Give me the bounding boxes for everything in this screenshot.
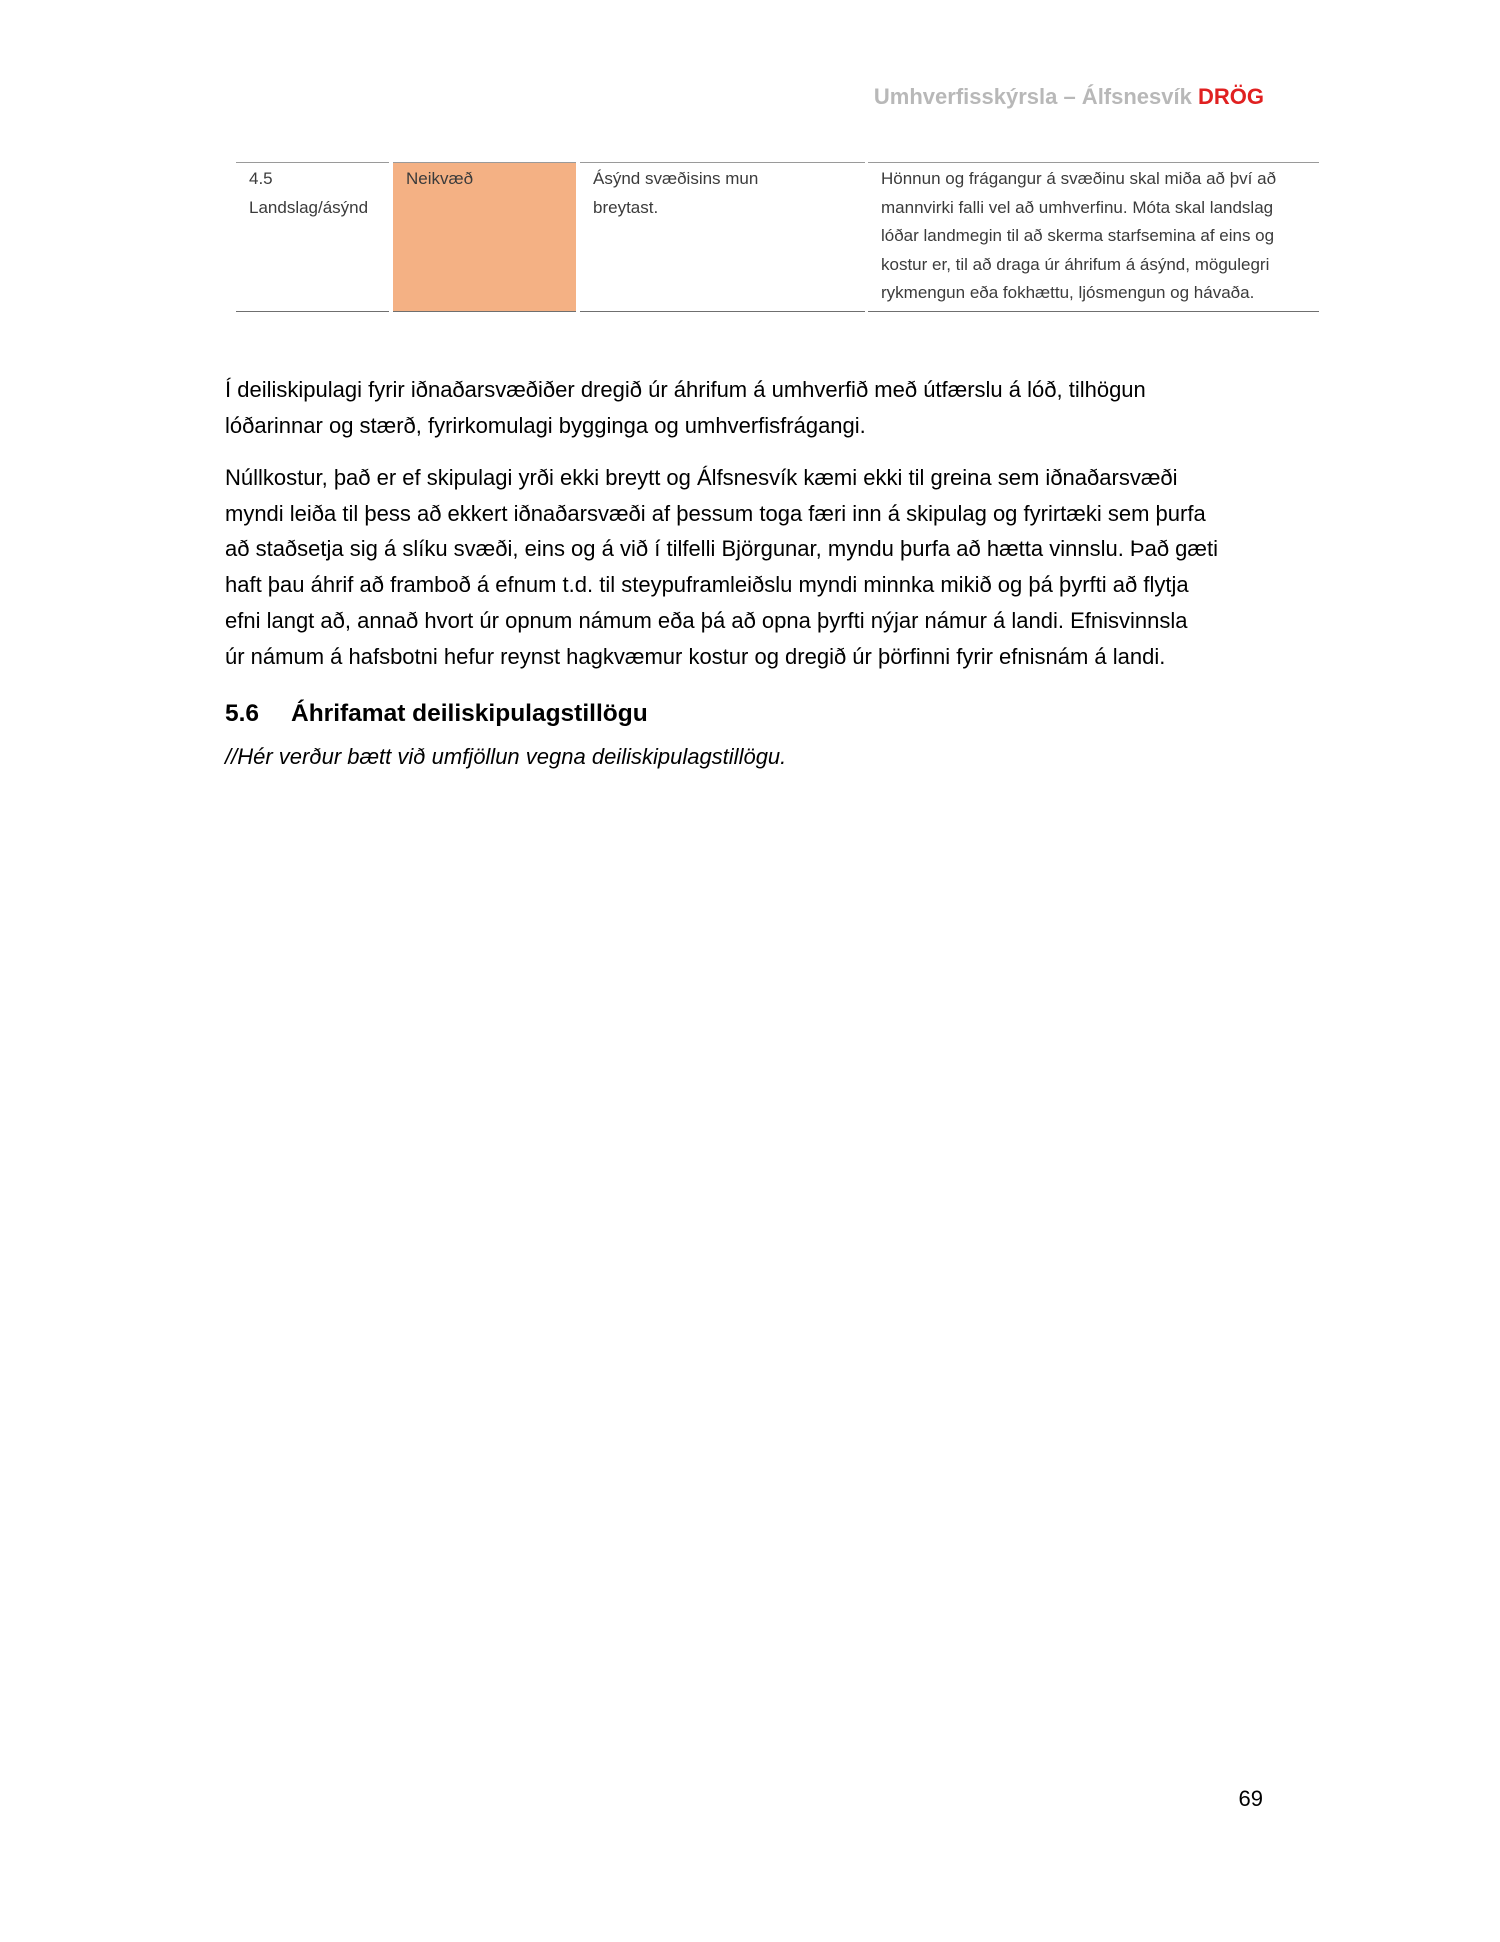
impact-table	[236, 162, 1319, 312]
topic-cell	[236, 163, 391, 312]
section-note: //Hér verður bætt við umfjöllun vegna deiliskipulagstillögu.	[225, 744, 787, 769]
effect-label: Neikvæð	[406, 169, 474, 188]
mitigation-line: lóðar landmegin til að skerma starfsemina af eins og	[881, 226, 1275, 245]
effect-cell	[391, 163, 578, 312]
header-title: Umhverfisskýrsla – Álfsnesvík	[873, 84, 1192, 109]
page-number: 69	[1238, 1786, 1263, 1811]
section-number: 5.6	[225, 700, 260, 727]
description-line: breytast.	[593, 197, 659, 217]
topic-line: Landslag/ásýnd	[249, 197, 369, 217]
page-header	[874, 84, 1264, 110]
paragraph-line: myndi leiða til þess að ekkert iðnaðarsvæði af þessum toga færi inn á skipulag og fyrirtæki sem þurfa	[225, 500, 1206, 526]
paragraph-line: að staðsetja sig á slíku svæði, eins og á við í tilfelli Björgunar, myndu þurfa að hætta vinnslu. Það gæti	[225, 536, 1218, 562]
paragraph-line: Í deiliskipulagi fyrir iðnaðarsvæðiðer dregið úr áhrifum á umhverfið með útfærslu á lóð, tilhögun	[225, 377, 1146, 402]
paragraph-null-alternative	[225, 460, 1218, 674]
mitigation-line: rykmengun eða fokhættu, ljósmengun og hávaða.	[881, 283, 1255, 302]
paragraph-line: haft þau áhrif að framboð á efnum t.d. til steypuframleiðslu myndi minnka mikið og þá þyrfti að flytja	[225, 572, 1189, 598]
table-row	[236, 163, 1319, 312]
paragraph-line: lóðarinnar og stærð, fyrirkomulagi bygginga og umhverfisfrágangi.	[225, 412, 866, 438]
section-title: Áhrifamat deiliskipulagstillögu	[291, 700, 648, 727]
mitigation-line: Hönnun og frágangur á svæðinu skal miða að því að	[881, 169, 1277, 188]
mitigation-line: mannvirki falli vel að umhverfinu. Móta skal landslag	[881, 197, 1274, 217]
description-cell	[578, 163, 867, 312]
paragraph-line: úr námum á hafsbotni hefur reynst hagkvæmur kostur og dregið úr þörfinni fyrir efnisnám á landi.	[225, 643, 1166, 669]
section-heading	[225, 700, 648, 728]
draft-label: DRÖG	[1198, 84, 1264, 109]
mitigation-cell	[867, 163, 1320, 312]
topic-line: 4.5	[249, 169, 273, 188]
paragraph-line: efni langt að, annað hvort úr opnum námum eða þá að opna þyrfti nýjar námur á landi. Efnisvinnsla	[225, 607, 1188, 633]
description-line: Ásýnd svæðisins mun	[593, 169, 759, 188]
paragraph-line: Núllkostur, það er ef skipulagi yrði ekki breytt og Álfsnesvík kæmi ekki til greina sem iðnaðarsvæði	[225, 465, 1178, 490]
mitigation-line: kostur er, til að draga úr áhrifum á ásýnd, mögulegri	[881, 254, 1270, 274]
paragraph-mitigation	[225, 372, 1146, 443]
